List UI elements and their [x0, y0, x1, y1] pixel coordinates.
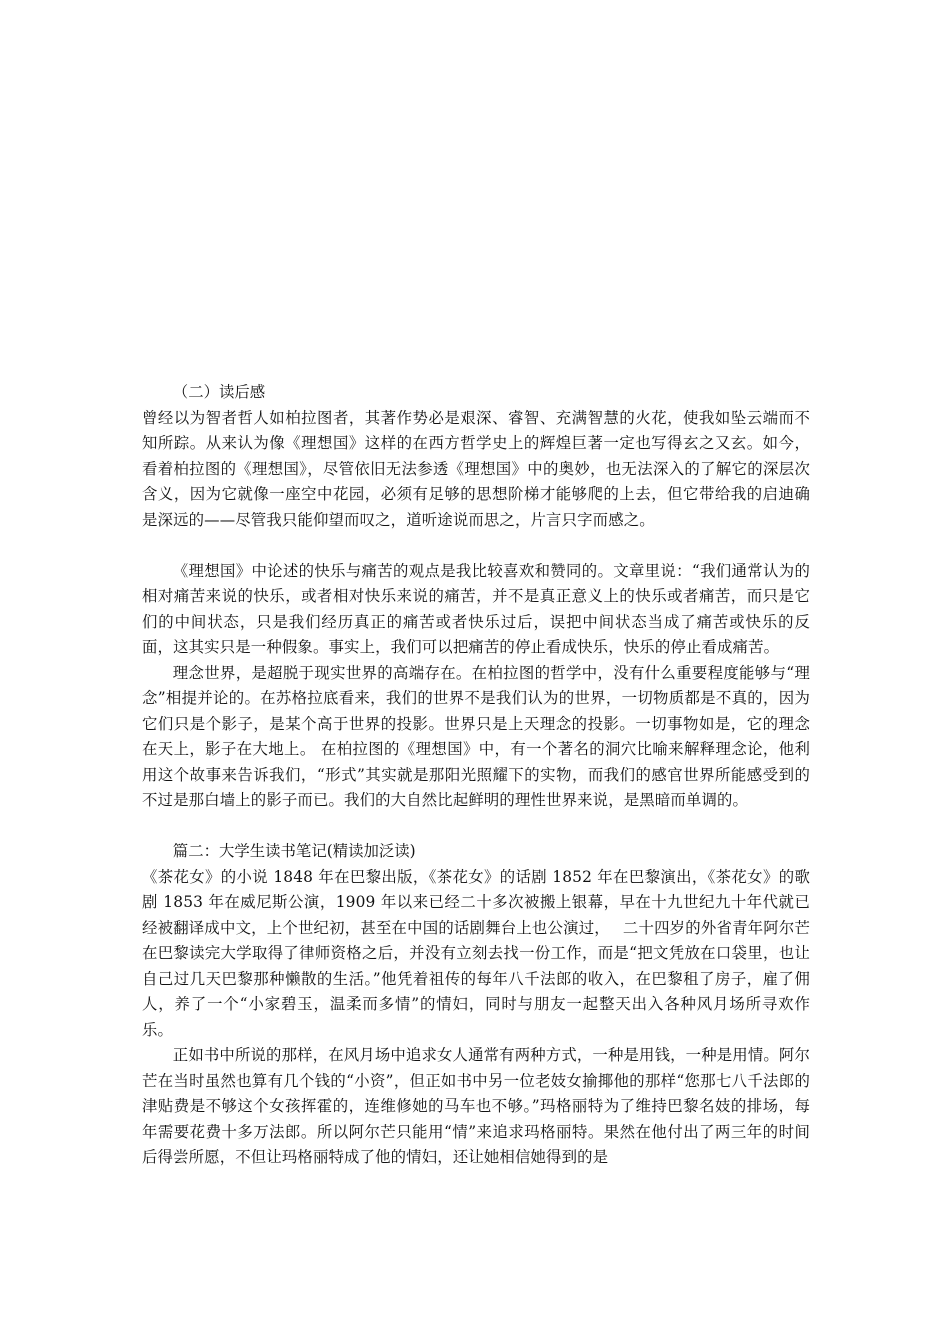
paragraph-intro: 曾经以为智者哲人如柏拉图者，其著作势必是艰深、睿智、充满智慧的火花，使我如坠云端而不知所踪。从来认为像《理想国》这样的在西方哲学史上的辉煌巨著一定也写得玄之又玄。如今，看着柏拉图的《理想国》，尽管依旧无法参透《理想国》中的奥妙，也无法深入的了解它的深层次含义，因为它就像一座空中花园，必须有足够的思想阶梯才能够爬的上去，但它带给我的启迪确是深远的——尽管我只能仰望而叹之，道听途说而思之，片言只字而感之。: [142, 408, 810, 529]
paragraph-world-of-ideas: 理念世界，是超脱于现实世界的高端存在。在柏拉图的哲学中，没有什么重要程度能够与“理念”相提并论的。在苏格拉底看来，我们的世界不是我们认为的世界，一切物质都是不真的，因为它们只是个影子，是某个高于世界的投影。世界只是上天理念的投影。一切事物如是，它的理念在天上，影子在大地上。 在柏拉图的《理想国》中，有一个著名的洞穴比喻来解释理念论，他利用这个故事来告诉我们，“形式”其实就是那阳光照耀下的实物，而我们的感官世界所能感受到的不过是那白墙上的影子而已。我们的大自然比起鲜明的理性世界来说，是黑暗而单调的。: [142, 663, 810, 809]
document-page: [142, 380, 810, 1171]
paragraph-spacer: [142, 533, 810, 559]
paragraph-camille-love: 正如书中所说的那样，在风月场中追求女人通常有两种方式，一种是用钱，一种是用情。阿尔芒在当时虽然也算有几个钱的“小资”，但正如书中另一位老妓女揄揶他的那样“您那七八千法郎的津贴费是不够这个女孩挥霍的，连维修她的马车也不够。”玛格丽特为了维持巴黎名妓的排场，每年需要花费十多万法郎。所以阿尔芒只能用“情”来追求玛格丽特。果然在他付出了两三年的时间后得尝所愿，不但让玛格丽特成了他的情妇，还让她相信她得到的是: [142, 1046, 810, 1166]
paragraph-pleasure-pain: 《理想国》中论述的快乐与痛苦的观点是我比较喜欢和赞同的。文章里说：“我们通常认为的相对痛苦来说的快乐，或者相对快乐来说的痛苦，并不是真正意义上的快乐或者痛苦，而只是它们的中间状态，只是我们经历真正的痛苦或者快乐过后，误把中间状态当成了痛苦或快乐的反面，这其实只是一种假象。事实上，我们可以把痛苦的停止看成快乐，快乐的停止看成痛苦。: [142, 561, 810, 656]
section-heading-reading-reflection: （二）读后感: [172, 383, 266, 401]
paragraph-camille-intro: 《茶花女》的小说 1848 年在巴黎出版，《茶花女》的话剧 1852 年在巴黎演出，《茶花女》的歌剧 1853 年在威尼斯公演，1909 年以来已经二十多次被搬上银幕，早在十九世纪九十年代就已经被翻译成中文，上个世纪初，甚至在中国的话剧舞台上也公演过， 二十四岁的外省青年阿尔芒在巴黎读完大学取得了律师资格之后，并没有立刻去找一份工作，而是“把文凭放在口袋里，也让自己过几天巴黎那种懒散的生活。”他凭着祖传的每年八千法郎的收入，在巴黎租了房子，雇了佣人，养了一个“小家碧玉，温柔而多情”的情妇，同时与朋友一起整天出入各种风月场所寻欢作乐。: [142, 867, 810, 1039]
paragraph-spacer: [142, 814, 810, 840]
section-heading-reading-notes: 篇二：大学生读书笔记(精读加泛读): [172, 842, 416, 860]
